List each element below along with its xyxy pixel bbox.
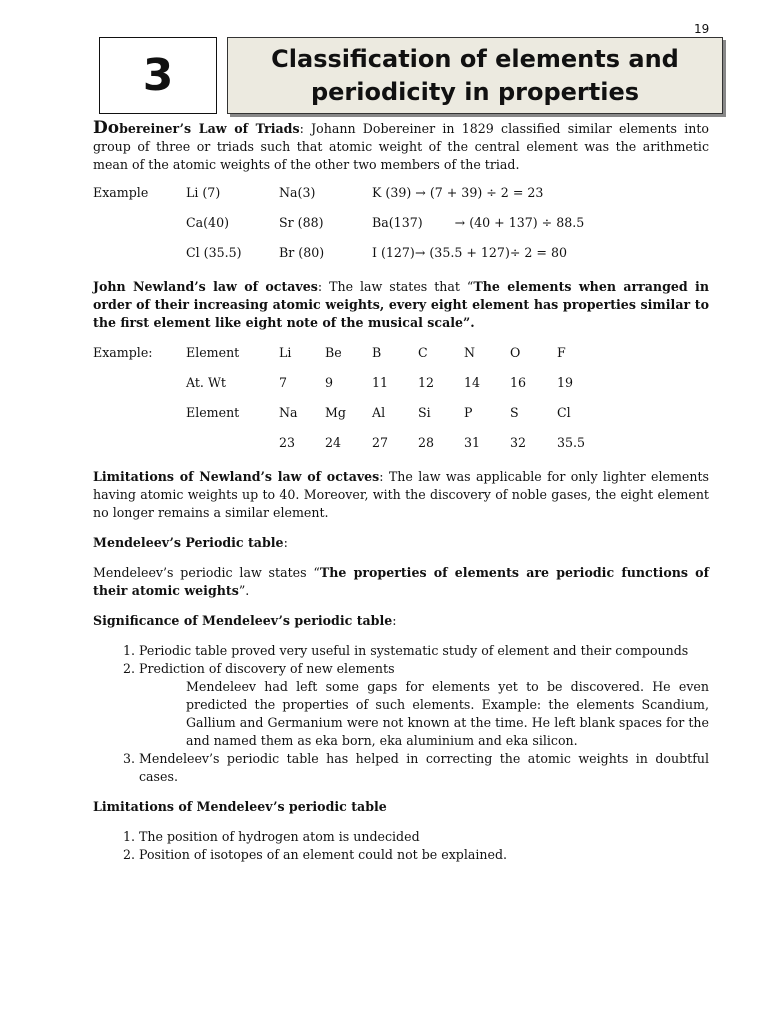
octave-cell: Si xyxy=(418,405,431,420)
list-item-text: The position of hydrogen atom is undecided xyxy=(139,829,420,844)
octave-cell: 11 xyxy=(372,375,389,390)
dobereiner-text: : Johann Dobereiner in 1829 classified similar elements into group of three or triads such that atomic weight of the central element was the arithmetic mean of the atomic weights of the other two members of the triad. xyxy=(93,121,709,172)
chapter-number: 3 xyxy=(99,37,217,114)
heading-suffix: : xyxy=(283,535,288,550)
page-content xyxy=(93,119,709,864)
octave-cell: B xyxy=(372,345,382,360)
newland-intro: : The law states that “ xyxy=(317,279,474,294)
significance-heading-line xyxy=(93,612,709,630)
triad-cell: Ca(40) xyxy=(186,215,229,230)
limitations-list xyxy=(93,828,709,864)
triad-cell: K (39) → (7 + 39) ÷ 2 = 23 xyxy=(372,185,544,200)
mendeleev-heading: Mendeleev’s Periodic table xyxy=(93,535,284,550)
octaves-table xyxy=(93,338,709,458)
octave-cell: 14 xyxy=(464,375,481,390)
list-item xyxy=(139,750,709,786)
octave-cell: Na xyxy=(279,405,298,420)
triad-cell: Cl (35.5) xyxy=(186,245,242,260)
octave-cell: 9 xyxy=(325,375,334,390)
dobereiner-heading: bereiner’s Law of Triads xyxy=(119,121,300,136)
mendeleev-law-quote: The properties of elements are periodic functions of their atomic weights xyxy=(93,565,709,598)
chapter-title-text: Classification of elements and periodicity in properties xyxy=(271,44,679,106)
list-item-detail: Mendeleev had left some gaps for elements yet to be discovered. He even predicted the properties of such elements. Example: the elements Scandium, Gallium and Germanium were not known at the time. He left blank spaces for the and named them as eka born, eka aluminium and eka silicon. xyxy=(186,679,709,748)
list-item xyxy=(139,846,709,864)
newland-limits-paragraph xyxy=(93,468,709,522)
list-item-text: Mendeleev’s periodic table has helped in correcting the atomic weights in doubtful cases. xyxy=(139,751,709,784)
octave-cell: 7 xyxy=(279,375,288,390)
octave-row-label: Element xyxy=(186,405,240,420)
octave-cell: C xyxy=(418,345,428,360)
octave-cell: P xyxy=(464,405,473,420)
triad-cell: Li (7) xyxy=(186,185,221,200)
example-label: Example xyxy=(93,185,149,200)
octave-row xyxy=(93,368,709,398)
triad-cell: Na(3) xyxy=(279,185,316,200)
limitations-heading: Limitations of Mendeleev’s periodic table xyxy=(93,799,387,814)
list-item xyxy=(139,660,709,750)
octave-cell: O xyxy=(510,345,521,360)
dobereiner-paragraph xyxy=(93,119,709,174)
triad-cell: Br (80) xyxy=(279,245,325,260)
list-item xyxy=(139,828,709,846)
octave-row-label: Element xyxy=(186,345,240,360)
heading-suffix: : xyxy=(392,613,397,628)
example-label: Example: xyxy=(93,345,153,360)
octave-cell: 23 xyxy=(279,435,296,450)
octave-cell: 32 xyxy=(510,435,527,450)
dobereiner-dropcap: Do xyxy=(93,118,120,138)
octave-cell: 31 xyxy=(464,435,481,450)
significance-heading: Significance of Mendeleev’s periodic table xyxy=(93,613,393,628)
octave-row-label: At. Wt xyxy=(186,375,226,390)
octave-cell: F xyxy=(557,345,566,360)
octave-cell: 12 xyxy=(418,375,435,390)
triads-example xyxy=(93,178,709,268)
octave-cell: S xyxy=(510,405,519,420)
mendeleev-heading-line xyxy=(93,534,709,552)
triad-row xyxy=(93,178,709,208)
octave-cell: Mg xyxy=(325,405,346,420)
octave-cell: 19 xyxy=(557,375,574,390)
newland-heading: John Newland’s law of octaves xyxy=(93,279,318,294)
octave-cell: Cl xyxy=(557,405,571,420)
mendeleev-law-end: ”. xyxy=(238,583,250,598)
chapter-title xyxy=(227,37,723,114)
octave-cell: 28 xyxy=(418,435,435,450)
limitations-heading-line xyxy=(93,798,709,816)
list-item xyxy=(139,642,709,660)
octave-cell: Al xyxy=(372,405,386,420)
significance-list xyxy=(93,642,709,786)
page-number: 19 xyxy=(694,22,710,36)
triad-row xyxy=(93,238,709,268)
newland-limits-text: : The law was applicable for only lighter elements having atomic weights up to 40. Moreover, with the discovery of noble gases, the eight element no longer remains a similar element. xyxy=(93,469,709,520)
newland-paragraph xyxy=(93,278,709,332)
octave-cell: Li xyxy=(279,345,292,360)
triad-cell: Sr (88) xyxy=(279,215,324,230)
octave-cell: Be xyxy=(325,345,342,360)
octave-row xyxy=(93,428,709,458)
triad-cell: I (127)→ (35.5 + 127)÷ 2 = 80 xyxy=(372,245,568,260)
list-item-text: Position of isotopes of an element could not be explained. xyxy=(139,847,508,862)
mendeleev-law-intro: Mendeleev’s periodic law states “ xyxy=(93,565,320,580)
octave-cell: 24 xyxy=(325,435,342,450)
octave-row xyxy=(93,398,709,428)
octave-cell: 27 xyxy=(372,435,389,450)
octave-cell: 35.5 xyxy=(557,435,586,450)
octave-cell: 16 xyxy=(510,375,527,390)
newland-limits-heading: Limitations of Newland’s law of octaves xyxy=(93,469,380,484)
octave-row xyxy=(93,338,709,368)
list-item-text: Prediction of discovery of new elements xyxy=(139,661,395,676)
octave-cell: N xyxy=(464,345,476,360)
triad-cell: Ba(137) → (40 + 137) ÷ 88.5 xyxy=(372,215,585,230)
mendeleev-law-paragraph xyxy=(93,564,709,600)
newland-quote: The elements when arranged in order of their increasing atomic weights, every eight element has properties similar to the first element like eight note of the musical scale”. xyxy=(93,279,709,330)
list-item-text: Periodic table proved very useful in systematic study of element and their compounds xyxy=(139,643,689,658)
triad-row xyxy=(93,208,709,238)
